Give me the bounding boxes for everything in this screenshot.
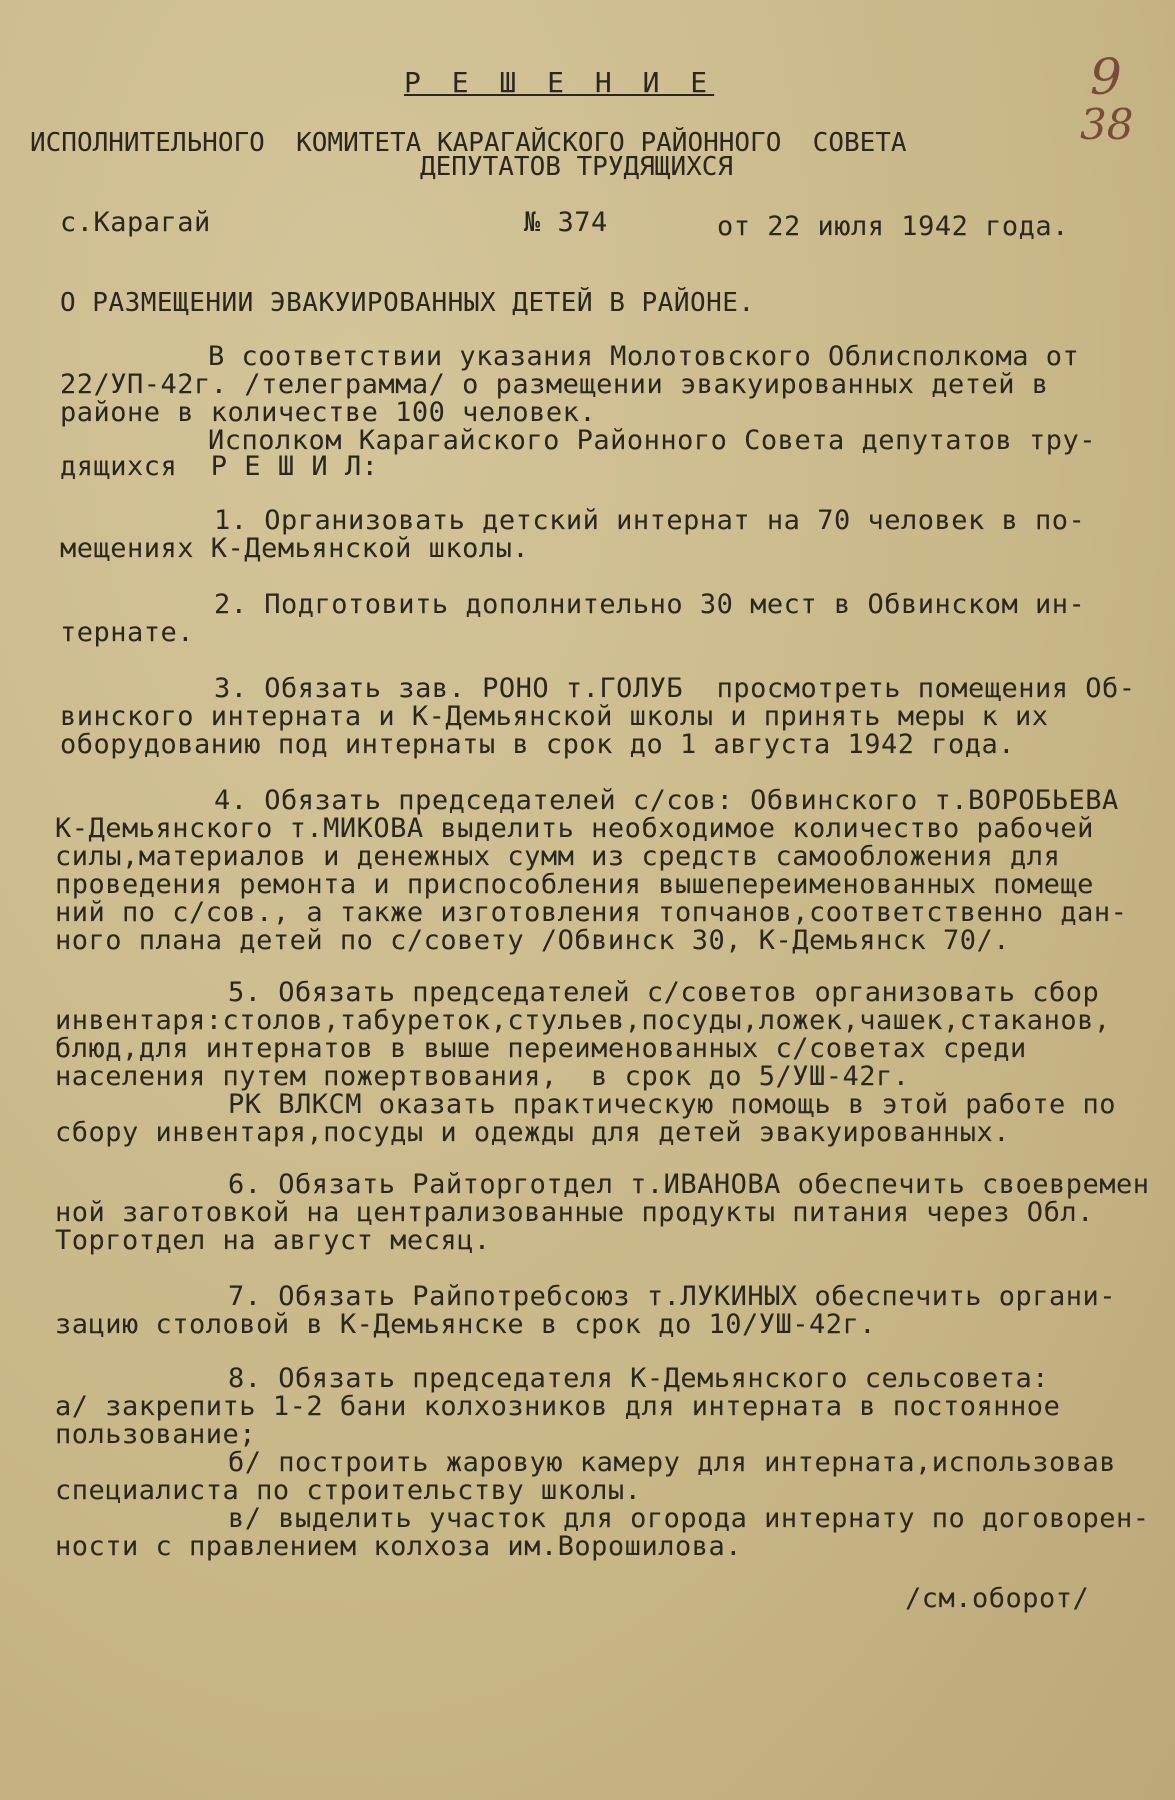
item-8-line: 8. Обязать председателя К-Демьянского сельсовета: xyxy=(228,1363,1050,1394)
item-5-line: инвентаря:столов,табуреток,стульев,посуды,ложек,чашек,стаканов, xyxy=(55,1005,1111,1036)
item-7-line: 7. Обязать Райпотребсоюз т.ЛУКИНЫХ обеспечить органи- xyxy=(228,1281,1117,1312)
document-title: Р Е Ш Е Н И Е xyxy=(404,66,715,99)
item-5-line: блюд,для интернатов в выше переименованных с/советах среди xyxy=(55,1033,1027,1064)
header-line-1: ИСПОЛНИТЕЛЬНОГО КОМИТЕТА КАРАГАЙСКОГО РАЙОННОГО СОВЕТА xyxy=(30,128,907,158)
item-5-line: РК ВЛКСМ оказать практическую помощь в этой работе по xyxy=(228,1089,1117,1120)
item-2-line: 2. Подготовить дополнительно 30 мест в Обвинском ин- xyxy=(214,589,1086,620)
intro-line: В соответствии указания Молотовского Облисполкома от xyxy=(208,341,1080,372)
item-8-line: в/ выделить участок для огорода интернату по договорен- xyxy=(228,1503,1150,1534)
document-date: от 22 июля 1942 года. xyxy=(717,211,1069,242)
page-number-annotation: 9 xyxy=(1090,48,1122,106)
item-3-line: 3. Обязать зав. РОНО т.ГОЛУБ просмотреть помещения Об- xyxy=(214,673,1136,704)
item-2-line: тернате. xyxy=(60,617,195,648)
item-7-line: зацию столовой в К-Демьянске в срок до 10/УШ-42г. xyxy=(55,1309,877,1340)
item-6-line: 6. Обязать Райторготдел т.ИВАНОВА обеспечить своевремен xyxy=(228,1169,1150,1200)
header-line-2: ДЕПУТАТОВ ТРУДЯЩИХСЯ xyxy=(420,152,734,182)
item-8-line: б/ построить жаровую камеру для интерната,использовав xyxy=(228,1447,1117,1478)
intro-line: дящихся Р Е Ш И Л: xyxy=(60,451,379,482)
item-5-line: сбору инвентаря,посуды и одежды для детей эвакуированных. xyxy=(55,1117,1011,1148)
item-8-line: специалиста по строительству школы. xyxy=(55,1475,642,1506)
place: с.Карагай xyxy=(60,207,211,238)
item-4-line: 4. Обязать председателей с/сов: Обвинского т.ВОРОБЬЕВА xyxy=(214,785,1119,816)
intro-line: Исполком Карагайского Районного Совета депутатов тру- xyxy=(208,425,1097,456)
document-number: № 374 xyxy=(524,207,608,238)
item-4-line: ний по с/сов., а также изготовления топчанов,соответственно дан- xyxy=(55,897,1128,928)
item-1-line: 1. Организовать детский интернат на 70 человек в по- xyxy=(214,505,1086,536)
item-4-line: ного плана детей по с/совету /Обвинск 30, К-Демьянск 70/. xyxy=(55,925,1011,956)
subject: О РАЗМЕЩЕНИИ ЭВАКУИРОВАННЫХ ДЕТЕЙ В РАЙОНЕ. xyxy=(60,288,755,318)
item-5-line: населения путем пожертвования, в срок до 5/УШ-42г. xyxy=(55,1061,910,1092)
item-4-line: К-Демьянского т.МИКОВА выделить необходимое количество рабочей xyxy=(55,813,1094,844)
item-1-line: мещениях К-Демьянской школы. xyxy=(60,533,530,564)
intro-line: районе в количестве 100 человек. xyxy=(60,397,597,428)
item-8-line: ности с правлением колхоза им.Ворошилова. xyxy=(55,1531,742,1562)
item-8-line: а/ закрепить 1-2 бани колхозников для интерната в постоянное xyxy=(55,1391,1061,1422)
item-8-line: пользование; xyxy=(55,1419,257,1450)
item-6-line: Торготдел на август месяц. xyxy=(55,1225,491,1256)
intro-line: 22/УП-42г. /телеграмма/ о размещении эвакуированных детей в xyxy=(60,369,1049,400)
item-4-line: проведения ремонта и приспособления вышепереименованных помеще xyxy=(55,869,1094,900)
see-reverse-note: /см.оборот/ xyxy=(905,1583,1090,1614)
item-4-line: силы,материалов и денежных сумм из средств самообложения для xyxy=(55,841,1061,872)
item-3-line: оборудованию под интернаты в срок до 1 августа 1942 года. xyxy=(60,729,1016,760)
item-5-line: 5. Обязать председателей с/советов организовать сбор xyxy=(228,977,1100,1008)
archive-number-annotation: 38 xyxy=(1080,100,1134,149)
item-3-line: винского интерната и К-Демьянской школы и принять меры к их xyxy=(60,701,1049,732)
item-6-line: ной заготовкой на централизованные продукты питания через Обл. xyxy=(55,1197,1094,1228)
